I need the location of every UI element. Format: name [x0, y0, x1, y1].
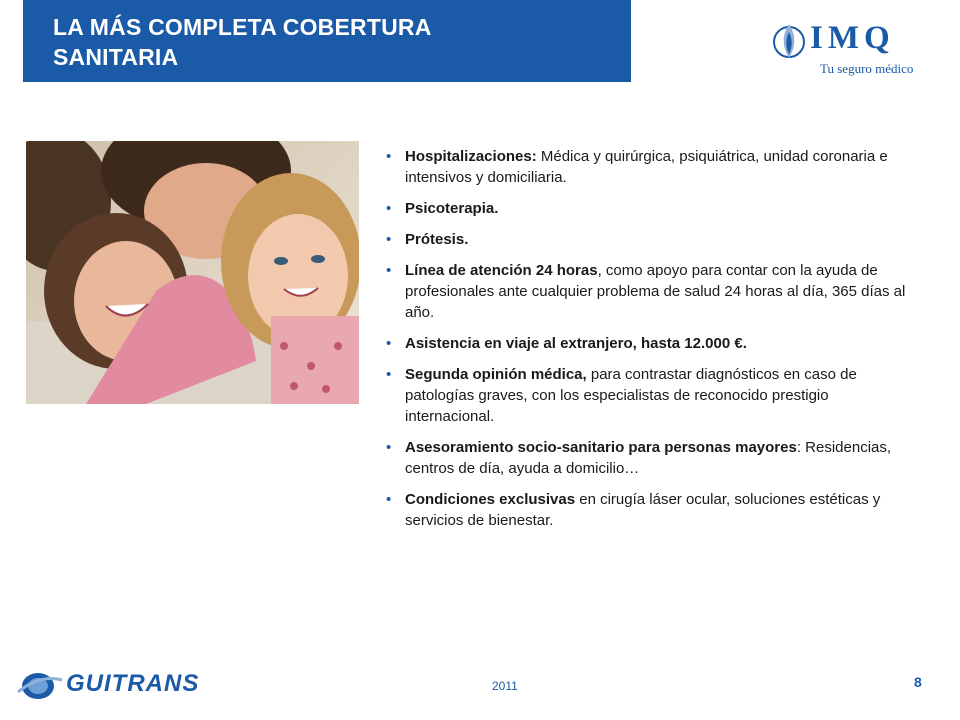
title-banner [23, 0, 631, 82]
list-item: • Prótesis. [386, 231, 469, 248]
page-title [53, 12, 432, 72]
bullet-icon: • [386, 366, 392, 383]
page-number: 8 [914, 674, 922, 690]
imq-logo-name: IMQ [810, 20, 895, 56]
bullet-icon: • [386, 439, 392, 456]
list-item: • Hospitalizaciones: Médica y quirúrgica, psiquiátrica, unidad coronaria e intensivos y domiciliaria. [386, 148, 888, 186]
footer-year: 2011 [492, 679, 518, 693]
family-photo [26, 141, 359, 404]
imq-logo-tagline: Tu seguro médico [820, 61, 914, 76]
guitrans-globe-icon [16, 668, 64, 704]
list-item: • Asistencia en viaje al extranjero, hasta 12.000 €. [386, 335, 747, 352]
list-item: • Segunda opinión médica, para contrastar diagnósticos en caso de patologías graves, con los especialistas de reconocido prestigio internacional. [386, 366, 857, 425]
list-item: • Psicoterapia. [386, 200, 499, 217]
guitrans-logo [16, 666, 216, 706]
list-item: • Condiciones exclusivas en cirugía láser ocular, soluciones estéticas y servicios de bienestar. [386, 491, 881, 529]
list-item: • Línea de atención 24 horas, como apoyo para contar con la ayuda de profesionales ante cualquier problema de salud 24 horas al día, 365 días al año. [386, 262, 906, 321]
bullet-icon: • [386, 335, 392, 352]
bullet-icon: • [386, 262, 392, 279]
coverage-list [386, 146, 916, 541]
title-line-2: SANITARIA [53, 44, 179, 70]
bullet-icon: • [386, 148, 392, 165]
bullet-icon: • [386, 231, 392, 248]
guitrans-logo-text: GUITRANS [66, 670, 200, 697]
bullet-icon: • [386, 200, 392, 217]
title-line-1: LA MÁS COMPLETA COBERTURA [53, 14, 432, 40]
bullet-icon: • [386, 491, 392, 508]
imq-logo [772, 14, 932, 80]
imq-flame-icon [772, 18, 806, 62]
list-item: • Asesoramiento socio-sanitario para personas mayores: Residencias, centros de día, ayuda a domicilio… [386, 439, 892, 477]
